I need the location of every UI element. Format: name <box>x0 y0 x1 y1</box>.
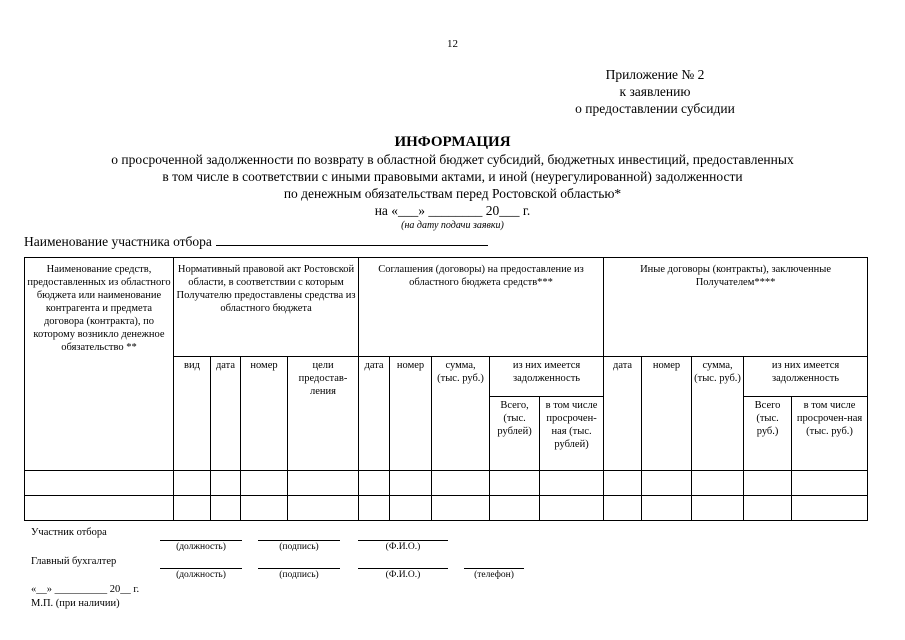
g1-type-header: вид <box>174 357 211 471</box>
stamp-note: М.П. (при наличии) <box>31 598 120 609</box>
g3-overdue-header: в том числе просрочен-ная (тыс. руб.) <box>792 397 868 471</box>
table-cell[interactable] <box>642 471 692 496</box>
fio-caption: (Ф.И.О.) <box>385 542 421 552</box>
g2-overdue-header: в том числе просрочен-ная (тыс. рублей) <box>540 397 604 471</box>
table-cell[interactable] <box>604 496 642 521</box>
table-cell[interactable] <box>359 496 390 521</box>
subtitle-date-line: на «___» ________ 20___ г. <box>374 203 531 218</box>
table-cell[interactable] <box>211 471 241 496</box>
table-cell[interactable] <box>432 471 490 496</box>
participant-name-row <box>24 234 488 250</box>
group-normative-act-header: Нормативный правовой акт Ростовской области, в соответствии с которым Получателю предоставлены средства из областного бюджета <box>174 258 359 357</box>
date-note: (на дату подачи заявки) <box>401 220 504 231</box>
table-cell[interactable] <box>174 496 211 521</box>
document-title: ИНФОРМАЦИЯ <box>394 134 511 150</box>
g3-number-header: номер <box>642 357 692 471</box>
g3-total-header: Всего (тыс. руб.) <box>744 397 792 471</box>
table-cell[interactable] <box>174 471 211 496</box>
accountant-position-line[interactable] <box>160 568 242 569</box>
g2-total-header: Всего, (тыс. рублей) <box>490 397 540 471</box>
table-cell[interactable] <box>540 496 604 521</box>
appendix-line-3: о предоставлении субсидии <box>575 101 735 116</box>
accountant-signature-label: Главный бухгалтер <box>31 556 117 567</box>
table-cell[interactable] <box>241 496 288 521</box>
table-cell[interactable] <box>241 471 288 496</box>
position-caption: (должность) <box>176 542 226 552</box>
g1-goals-header: цели предостав-ления <box>288 357 359 471</box>
g3-date-header: дата <box>604 357 642 471</box>
fio-caption: (Ф.И.О.) <box>385 570 421 580</box>
g2-number-header: номер <box>390 357 432 471</box>
accountant-fio-line[interactable] <box>358 568 448 569</box>
appendix-note <box>545 66 765 117</box>
table-cell[interactable] <box>540 471 604 496</box>
table-cell[interactable] <box>25 471 174 496</box>
subtitle-line-1: о просроченной задолженности по возврату в областной бюджет субсидий, бюджетных инвестиций, предоставленных <box>111 152 794 167</box>
group-agreements-header: Соглашения (договоры) на предоставление из областного бюджета средств*** <box>359 258 604 357</box>
g3-debt-header: из них имеется задолженность <box>744 357 868 397</box>
signing-date: «__» __________ 20__ г. <box>31 584 140 595</box>
table-cell[interactable] <box>642 496 692 521</box>
signature-caption: (подпись) <box>279 542 319 552</box>
appendix-line-2: к заявлению <box>619 84 691 99</box>
g3-sum-header: сумма, (тыс. руб.) <box>692 357 744 471</box>
accountant-phone-line[interactable] <box>464 568 524 569</box>
g2-date-header: дата <box>359 357 390 471</box>
page-number: 12 <box>447 38 458 50</box>
participant-signature-line[interactable] <box>258 540 340 541</box>
participant-fio-line[interactable] <box>358 540 448 541</box>
signature-caption: (подпись) <box>279 570 319 580</box>
participant-name-field[interactable] <box>216 234 488 246</box>
document-subtitle <box>0 151 905 219</box>
table-cell[interactable] <box>390 471 432 496</box>
appendix-line-1: Приложение № 2 <box>605 67 705 82</box>
subtitle-line-3: по денежным обязательствам перед Ростовской областью* <box>283 186 622 201</box>
table-cell[interactable] <box>288 496 359 521</box>
table-cell[interactable] <box>744 496 792 521</box>
debt-info-table <box>24 257 868 521</box>
table-cell[interactable] <box>792 496 868 521</box>
table-cell[interactable] <box>432 496 490 521</box>
table-cell[interactable] <box>692 496 744 521</box>
g2-sum-header: сумма, (тыс. руб.) <box>432 357 490 471</box>
table-cell[interactable] <box>490 496 540 521</box>
g1-number-header: номер <box>241 357 288 471</box>
participant-position-line[interactable] <box>160 540 242 541</box>
phone-caption: (телефон) <box>474 570 514 580</box>
table-cell[interactable] <box>490 471 540 496</box>
participant-label: Наименование участника отбора <box>24 234 212 249</box>
table-cell[interactable] <box>692 471 744 496</box>
table-cell[interactable] <box>25 496 174 521</box>
participant-signature-label: Участник отбора <box>31 527 107 538</box>
table-cell[interactable] <box>792 471 868 496</box>
table-cell[interactable] <box>359 471 390 496</box>
table-row <box>25 496 868 521</box>
table-cell[interactable] <box>288 471 359 496</box>
g1-date-header: дата <box>211 357 241 471</box>
g2-debt-header: из них имеется задолженность <box>490 357 604 397</box>
table-cell[interactable] <box>390 496 432 521</box>
accountant-signature-line[interactable] <box>258 568 340 569</box>
col-name-header: Наименование средств, предоставленных из областного бюджета или наименование контрагента и предмета договора (контракта), по которому возникло денежное обязательство ** <box>25 258 174 471</box>
table-cell[interactable] <box>744 471 792 496</box>
position-caption: (должность) <box>176 570 226 580</box>
table-row <box>25 471 868 496</box>
group-other-contracts-header: Иные договоры (контракты), заключенные Получателем**** <box>604 258 868 357</box>
table-cell[interactable] <box>211 496 241 521</box>
subtitle-line-2: в том числе в соответствии с иными правовыми актами, и иной (неурегулированной) задолженности <box>162 169 743 184</box>
table-cell[interactable] <box>604 471 642 496</box>
